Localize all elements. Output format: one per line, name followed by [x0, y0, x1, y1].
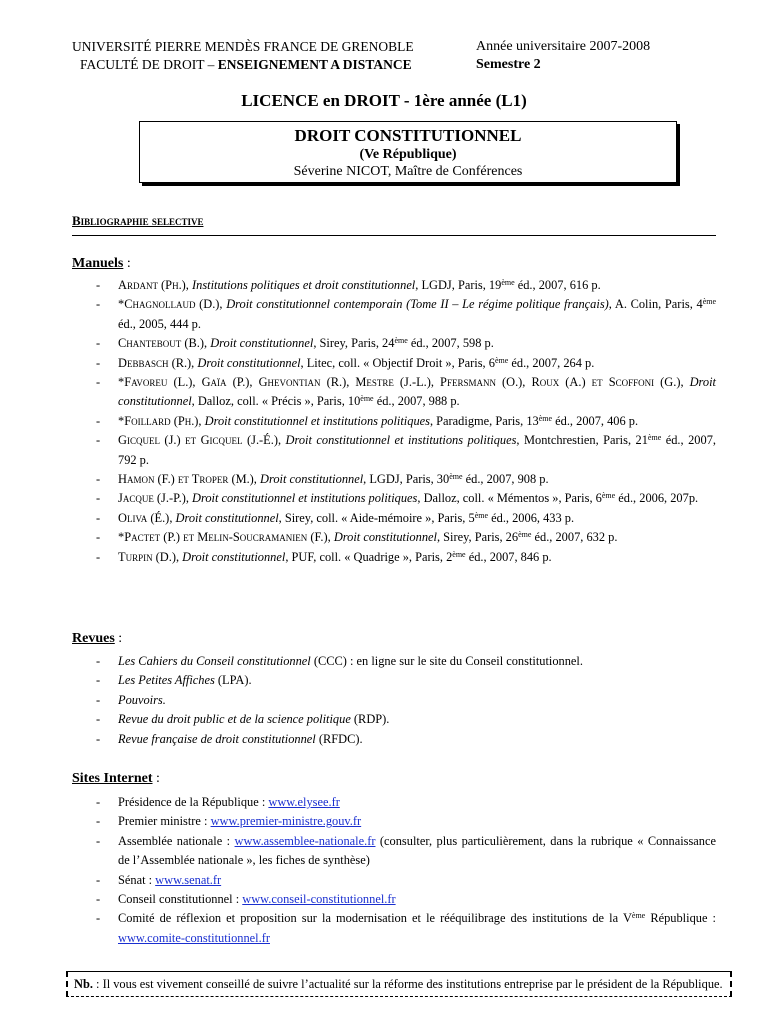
book-coauthors: (D.), [152, 549, 183, 564]
book-publisher: , Litec, coll. « Objectif Droit », Paris, 6 [300, 355, 495, 370]
sites-list [72, 793, 716, 948]
note-label: Nb. [74, 977, 93, 991]
journal-title: Les Cahiers du Conseil constitutionnel [118, 654, 311, 668]
list-item [72, 528, 716, 547]
book-title: Droit constitutionnel et institutions politiques [285, 433, 517, 448]
edition-suffix: ème [538, 413, 553, 423]
course-title: DROIT CONSTITUTIONNEL [294, 126, 522, 145]
list-item [72, 812, 716, 831]
list-item [72, 334, 716, 353]
book-author: Debbasch [118, 355, 169, 370]
faculty-name: FACULTÉ DE DROIT – [80, 57, 215, 72]
section-revues [72, 631, 122, 647]
colon: : [123, 256, 131, 271]
licence-title: LICENCE en DROIT - 1ère année (L1) [241, 91, 527, 110]
site-note: (consulter, plus particulièrement, dans la rubrique « Connaissance de l’Assemblée nationale », les fiches de synthèse) [118, 833, 716, 868]
section-sites [72, 771, 160, 787]
book-title: Droit constitutionnel et institutions politiques [192, 491, 418, 506]
book-title: Droit constitutionnel [333, 530, 437, 545]
book-coauthors: (B.), [181, 336, 211, 351]
book-edition: éd., 2006, 433 p. [488, 510, 575, 525]
list-item [72, 652, 716, 671]
book-author: *Chagnollaud [118, 297, 196, 312]
bibliography-heading [72, 213, 716, 236]
edition-suffix: ème [449, 472, 463, 482]
faculty-line [72, 56, 414, 74]
book-author: Jacque [118, 491, 154, 506]
section-manuels [72, 256, 131, 272]
edition-suffix: ème [360, 394, 374, 404]
journal-title: Les Petites Affiches [118, 673, 215, 688]
book-edition: éd., 2007, 908 p. [462, 472, 549, 487]
course-subtitle: (Ve République) [359, 147, 457, 162]
book-edition: éd., 2007, 988 p. [373, 394, 460, 409]
book-author: *Foillard [118, 413, 171, 428]
book-publisher: , Sirey, Paris, 26 [436, 530, 519, 545]
journal-title: Revue française de droit constitutionnel [118, 731, 316, 746]
site-label: Conseil constitutionnel : [118, 892, 243, 907]
book-publisher: , A. Colin, Paris, 4 [608, 297, 703, 312]
site-label-cont: République : [645, 911, 716, 926]
list-item [72, 412, 716, 431]
list-item [72, 295, 716, 334]
book-coauthors: (É.), [147, 510, 176, 525]
book-title: Droit constitutionnel [210, 336, 314, 351]
book-coauthors: (Ph.), [157, 278, 192, 292]
book-publisher: , Dalloz, coll. « Mémentos », Paris, 6 [417, 491, 602, 506]
bibliography-title: Bibliographie selective [72, 213, 204, 228]
book-coauthors: (J.-P.), [153, 491, 193, 506]
manuels-list [72, 276, 716, 567]
list-item [72, 276, 716, 295]
book-title: Droit constitutionnel contemporain (Tome II – Le régime politique français) [226, 297, 609, 312]
site-label: Présidence de la République : [118, 795, 269, 809]
note-box [66, 971, 732, 997]
journal-info: (RDP). [350, 712, 390, 727]
book-author: Chantebout [118, 336, 182, 351]
edition-suffix: ème [518, 530, 532, 540]
book-edition: éd., 2007, 406 p. [552, 413, 639, 428]
journal-title: Pouvoirs. [118, 692, 166, 707]
note-text: : Il vous est vivement conseillé de suivre l’actualité sur la réforme des institutions entreprise par le président de la République. [92, 977, 723, 991]
book-coauthors: (Ph.), [170, 413, 205, 428]
edition-suffix: ème [394, 336, 408, 346]
book-edition: éd., 2007, 792 p. [118, 433, 716, 467]
edition-suffix: ème [601, 491, 616, 501]
course-title-box [139, 121, 677, 183]
course-author: Séverine NICOT, Maître de Conférences [293, 164, 523, 179]
journal-info: (RFDC). [315, 731, 363, 746]
list-item [72, 890, 716, 909]
faculty-program: ENSEIGNEMENT A DISTANCE [217, 57, 412, 72]
book-title: Droit constitutionnel [197, 355, 301, 370]
book-coauthors: (L.), Gaïa (P.), Ghevontian (R.), Mestre (J.-L.), Pfersmann (O.), Roux (A.) et Scoffoni (G.), [167, 375, 690, 390]
book-publisher: , Paradigme, Paris, 13 [429, 413, 539, 428]
edition-suffix: ème [501, 278, 515, 287]
revues-list [72, 652, 716, 749]
list-item [72, 509, 716, 528]
site-link[interactable]: www.premier-ministre.gouv.fr [210, 814, 362, 829]
journal-title: Revue du droit public et de la science politique [118, 712, 351, 727]
book-author: Ardant [118, 278, 158, 292]
site-link[interactable]: www.senat.fr [155, 872, 222, 887]
list-item [72, 909, 716, 948]
book-author: *Pactet [118, 530, 161, 545]
book-title: Institutions politiques et droit constitutionnel [192, 278, 416, 292]
book-edition: éd., 2007, 616 p. [514, 278, 601, 292]
book-edition: éd., 2007, 632 p. [531, 530, 618, 545]
edition-suffix: ème [452, 549, 466, 559]
book-author: Gicquel [118, 433, 160, 448]
book-publisher: , Sirey, coll. « Aide-mémoire », Paris, 5 [278, 510, 475, 525]
list-item [72, 671, 716, 690]
colon: : [152, 771, 160, 786]
book-title: Droit constitutionnel [118, 375, 716, 409]
book-publisher: , LGDJ, Paris, 30 [363, 472, 450, 487]
book-coauthors: (J.) et Gicquel (J.-É.), [159, 433, 286, 448]
list-item [72, 470, 716, 489]
academic-year: Année universitaire 2007-2008 [476, 39, 651, 54]
book-edition: éd., 2005, 444 p. [118, 316, 201, 331]
list-item [72, 710, 716, 729]
ordinal-suffix: ème [631, 911, 646, 921]
site-label: Sénat : [118, 872, 156, 887]
book-publisher: , Sirey, Paris, 24 [313, 336, 395, 351]
book-coauthors: (F.) et Troper (M.), [154, 472, 261, 487]
list-item [72, 793, 716, 812]
site-label: Comité de réflexion et proposition sur la modernisation et le rééquilibrage des institutions de la V [118, 911, 632, 926]
manuels-title: Manuels [72, 256, 124, 271]
list-item [72, 691, 716, 710]
book-coauthors: (D.), [195, 297, 227, 312]
edition-suffix: ème [474, 510, 489, 520]
list-item [72, 489, 716, 508]
list-item [72, 730, 716, 749]
book-author: *Favoreu [118, 375, 168, 390]
site-link[interactable]: www.assemblee-nationale.fr [234, 833, 376, 848]
book-publisher: , PUF, coll. « Quadrige », Paris, 2 [285, 549, 453, 564]
university-name: UNIVERSITÉ PIERRE MENDÈS FRANCE DE GRENOBLE [72, 39, 414, 54]
edition-suffix: ème [494, 355, 509, 365]
book-edition: éd., 2006, 207p. [615, 491, 699, 506]
book-title: Droit constitutionnel et institutions politiques [204, 413, 430, 428]
semester: Semestre 2 [476, 57, 541, 72]
header-right [476, 38, 650, 74]
book-publisher: , LGDJ, Paris, 19 [415, 278, 502, 292]
edition-suffix: ème [647, 433, 662, 443]
book-title: Droit constitutionnel [175, 510, 279, 525]
book-author: Turpin [118, 549, 153, 564]
book-coauthors: (R.), [168, 355, 198, 370]
site-label: Assemblée nationale : [118, 833, 235, 848]
book-coauthors: (P.) et Melin-Soucramanien (F.), [160, 530, 334, 545]
edition-suffix: ème [702, 297, 717, 307]
site-link[interactable]: www.conseil-constitutionnel.fr [242, 892, 396, 907]
site-link[interactable]: www.elysee.fr [268, 795, 340, 809]
sites-title: Sites Internet [72, 771, 153, 786]
book-publisher: , Montchrestien, Paris, 21 [516, 433, 648, 448]
book-edition: éd., 2007, 598 p. [407, 336, 494, 351]
book-publisher: , Dalloz, coll. « Précis », Paris, 10 [191, 394, 361, 409]
colon: : [114, 631, 123, 646]
list-item [72, 548, 716, 567]
list-item [72, 832, 716, 871]
book-title: Droit constitutionnel [260, 472, 364, 487]
book-edition: éd., 2007, 846 p. [465, 549, 552, 564]
list-item [72, 871, 716, 890]
book-title: Droit constitutionnel [182, 549, 286, 564]
site-link[interactable]: www.comite-constitutionnel.fr [118, 930, 270, 945]
journal-info: (CCC) : en ligne sur le site du Conseil constitutionnel. [310, 654, 583, 668]
list-item [72, 373, 716, 412]
book-author: Oliva [118, 510, 148, 525]
book-author: Hamon [118, 472, 155, 487]
list-item [72, 431, 716, 470]
book-edition: éd., 2007, 264 p. [508, 355, 595, 370]
journal-info: (LPA). [214, 673, 252, 688]
site-label: Premier ministre : [118, 814, 211, 829]
revues-title: Revues [72, 631, 115, 646]
header-left [72, 38, 414, 74]
list-item [72, 354, 716, 373]
